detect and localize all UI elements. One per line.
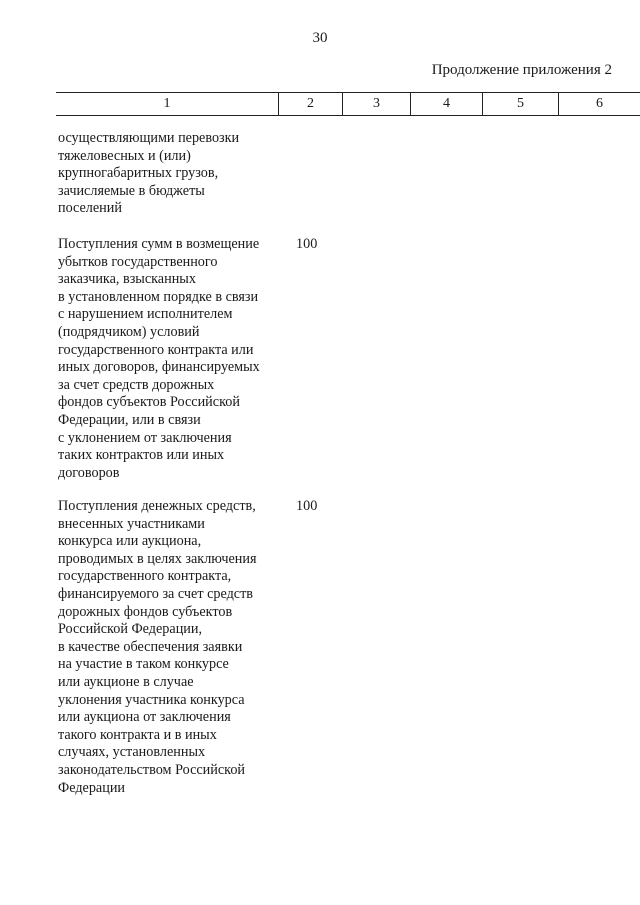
column-header-3: 3: [342, 93, 410, 115]
column-header-6: 6: [558, 93, 640, 115]
page-number: 30: [312, 30, 328, 46]
row-description: Поступления денежных средств, внесенных участниками конкурса или аукциона, проводимых в целях заключения государственного контракта, финансируемого за счет средств дорожных фондов субъектов Российской Федерации, в качестве обеспечения заявки на участие в таком конкурсе или аукционе в случае уклонения участника конкурса или аукциона от заключения такого контракта и в иных случаях, установленных законодательством Российской Федерации: [58, 498, 257, 796]
column-header-4: 4: [410, 93, 482, 115]
column-header-5: 5: [482, 93, 558, 115]
column-header-1: 1: [163, 96, 171, 111]
row-value: 100: [296, 498, 318, 514]
continuation-label: Продолжение приложения 2: [431, 62, 612, 78]
column-header-2: 2: [278, 93, 342, 115]
row-description: осуществляющими перевозки тяжеловесных и (или) крупногабаритных грузов, зачисляемые в бюджеты поселений: [58, 130, 240, 217]
row-description: Поступления сумм в возмещение убытков государственного заказчика, взысканных в установленном порядке в связи с нарушением исполнителем (подрядчиком) условий государственного контракта или иных договоров, финансируемых за счет средств дорожных фондов субъектов Российской Федерации, или в связи с уклонением от заключения таких контрактов или иных договоров: [58, 236, 260, 481]
table-header: [56, 92, 640, 116]
row-value: 100: [296, 236, 318, 252]
